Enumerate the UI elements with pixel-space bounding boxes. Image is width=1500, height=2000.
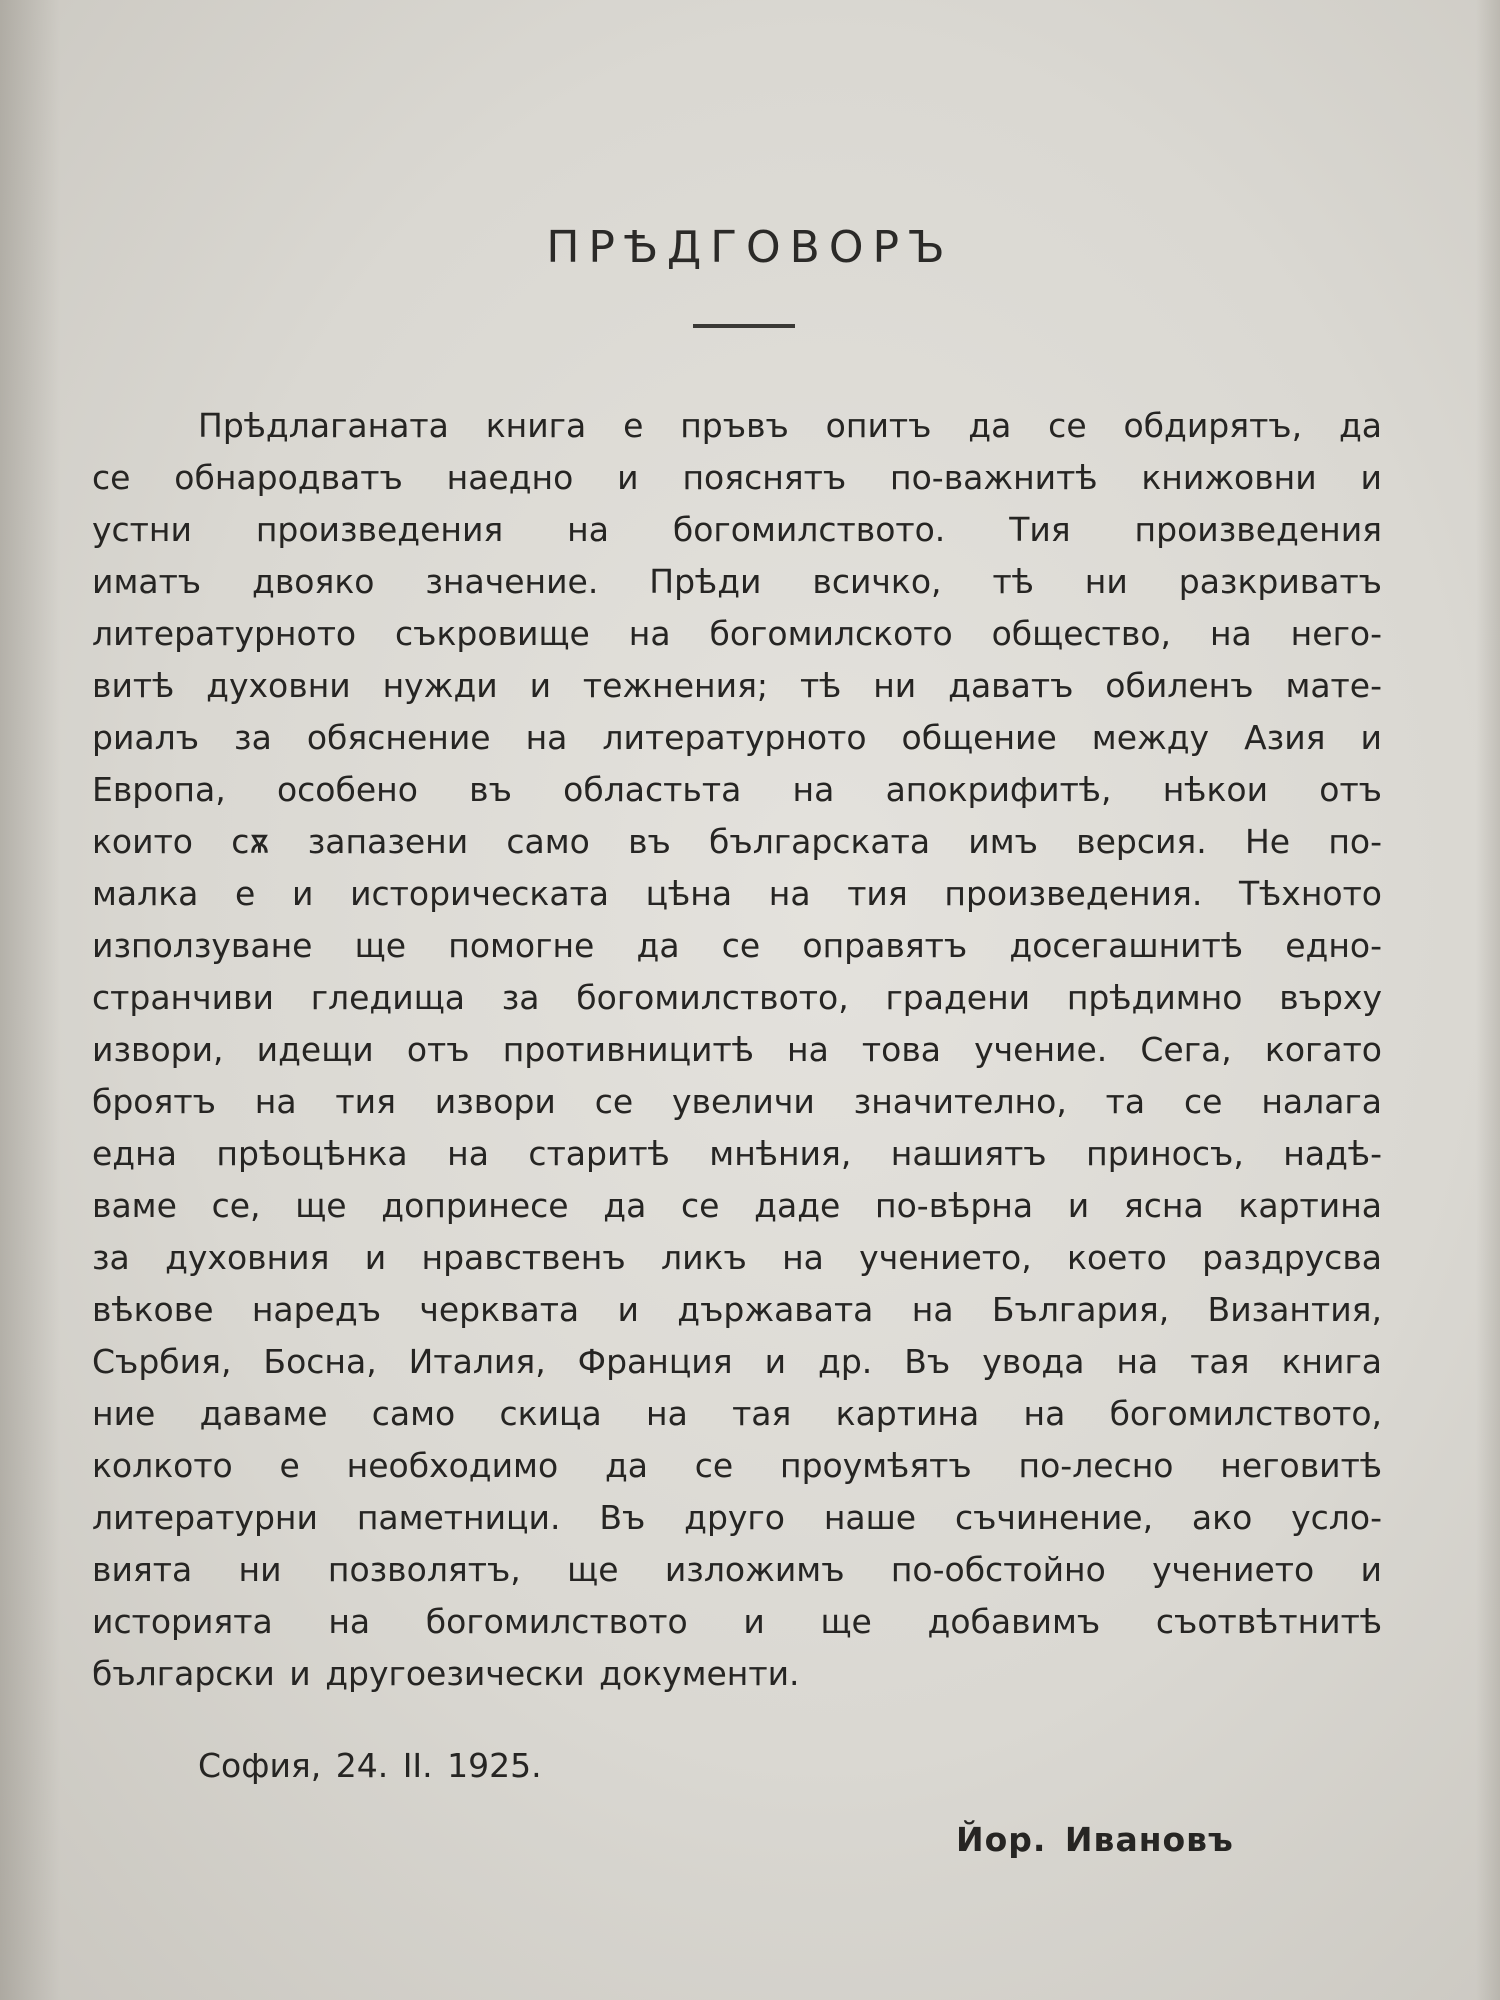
text-line: една прѣоцѣнка на старитѣ мнѣния, нашиятъ приносъ, надѣ- — [92, 1134, 1382, 1173]
page-edge-shadow — [1476, 0, 1500, 2000]
place-date-line: София, 24. II. 1925. — [198, 1746, 542, 1785]
page-gutter-shadow — [0, 0, 60, 2000]
text-line: литературното съкровище на богомилското общество, на него- — [92, 614, 1382, 653]
text-line: малка е и историческата цѣна на тия произведения. Тѣхното — [92, 874, 1382, 913]
text-line: ние даваме само скица на тая картина на богомилството, — [92, 1394, 1382, 1433]
text-line: странчиви гледища за богомилството, градени прѣдимно върху — [92, 978, 1382, 1017]
text-line: използуване ще помогне да се оправятъ досегашнитѣ едно- — [92, 926, 1382, 965]
text-line: броятъ на тия извори се увеличи значително, та се налага — [92, 1082, 1382, 1121]
text-line: се обнародватъ наедно и пояснятъ по-важнитѣ книжовни и — [92, 458, 1382, 497]
foreword-paragraph — [92, 400, 1382, 1700]
text-line: български и другоезически документи. — [92, 1654, 800, 1693]
text-line: които сѫ запазени само въ българската имъ версия. Не по- — [92, 822, 1382, 861]
text-line: Сърбия, Босна, Италия, Франция и др. Въ увода на тая книга — [92, 1342, 1382, 1381]
text-line: иматъ двояко значение. Прѣди всичко, тѣ ни разкриватъ — [92, 562, 1382, 601]
text-line: извори, идещи отъ противницитѣ на това учение. Сега, когато — [92, 1030, 1382, 1069]
text-line: Прѣдлаганата книга е пръвъ опитъ да се обдирятъ, да — [198, 406, 1382, 445]
text-line: устни произведения на богомилството. Тия произведения — [92, 510, 1382, 549]
text-line: риалъ за обяснение на литературното общение между Азия и — [92, 718, 1382, 757]
text-line: колкото е необходимо да се проумѣятъ по-лесно неговитѣ — [92, 1446, 1382, 1485]
page-title: ПРѢДГОВОРЪ — [546, 222, 954, 273]
text-line: за духовния и нравственъ ликъ на учението, което раздрусва — [92, 1238, 1382, 1277]
text-line: Европа, особено въ областьта на апокрифитѣ, нѣкои отъ — [92, 770, 1382, 809]
text-line: литературни паметници. Въ друго наше съчинение, ако усло- — [92, 1498, 1382, 1537]
title-divider — [693, 324, 795, 328]
text-line: витѣ духовни нужди и тежнения; тѣ ни даватъ обиленъ мате- — [92, 666, 1382, 705]
text-line: ваме се, ще допринесе да се даде по-вѣрна и ясна картина — [92, 1186, 1382, 1225]
text-line: вѣкове наредъ черквата и държавата на България, Византия, — [92, 1290, 1382, 1329]
text-line: историята на богомилството и ще добавимъ съотвѣтнитѣ — [92, 1602, 1382, 1641]
author-signature: Йор. Ивановъ — [956, 1820, 1234, 1859]
text-line: вията ни позволятъ, ще изложимъ по-обстойно учението и — [92, 1550, 1382, 1589]
